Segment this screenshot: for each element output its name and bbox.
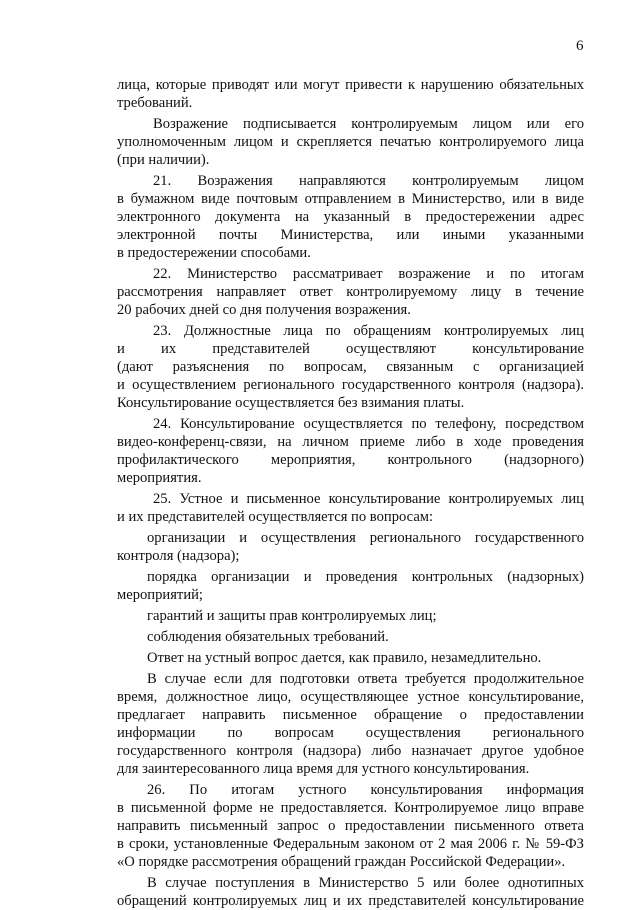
text-line: государственного контроля (надзора) либо назначает другое удобное bbox=[117, 743, 584, 759]
text-line: в предостережении способами. bbox=[117, 245, 311, 261]
text-line: информации по вопросам осуществления регионального bbox=[117, 725, 584, 741]
text-line: соблюдения обязательных требований. bbox=[147, 629, 389, 645]
text-line: (при наличии). bbox=[117, 152, 210, 168]
page-number: 6 bbox=[576, 38, 584, 54]
text-line: мероприятия. bbox=[117, 470, 202, 486]
text-line: Возражение подписывается контролируемым лицом или его bbox=[153, 116, 584, 132]
text-line: контроля (надзора); bbox=[117, 548, 240, 564]
text-line: в бумажном виде почтовым отправлением в Министерство, или в виде bbox=[117, 191, 584, 207]
text-line: в сроки, установленные Федеральным законом от 2 мая 2006 г. № 59-ФЗ bbox=[117, 836, 584, 852]
text-line: и их представителей осуществляется по вопросам: bbox=[117, 509, 434, 525]
text-line: «О порядке рассмотрения обращений граждан Российской Федерации». bbox=[117, 854, 566, 870]
text-line: 24. Консультирование осуществляется по телефону, посредством bbox=[153, 416, 584, 432]
text-line: 21. Возражения направляются контролируемым лицом bbox=[153, 173, 584, 189]
text-line: и осуществлением регионального государственного контроля (надзора). bbox=[117, 377, 584, 393]
text-line: организации и осуществления регионального государственного bbox=[147, 530, 584, 546]
text-line: направить письменный запрос о предоставлении письменного ответа bbox=[117, 818, 584, 834]
text-line: 25. Устное и письменное консультирование контролируемых лиц bbox=[153, 491, 584, 507]
text-line: 22. Министерство рассматривает возражение и по итогам bbox=[153, 266, 584, 282]
text-line: В случае поступления в Министерство 5 или более однотипных bbox=[147, 875, 584, 891]
text-line: (дают разъяснения по вопросам, связанным с организацией bbox=[117, 359, 584, 375]
text-line: порядка организации и проведения контрольных (надзорных) bbox=[147, 569, 584, 585]
text-line: время, должностное лицо, осуществляющее устное консультирование, bbox=[117, 689, 584, 705]
text-line: для заинтересованного лица время для устного консультирования. bbox=[117, 761, 530, 777]
text-line: видео-конференц-связи, на личном приеме либо в ходе проведения bbox=[117, 434, 584, 450]
text-line: требований. bbox=[117, 95, 193, 111]
text-line: Ответ на устный вопрос дается, как правило, незамедлительно. bbox=[147, 650, 542, 666]
text-line: 26. По итогам устного консультирования информация bbox=[147, 782, 584, 798]
text-line: в письменной форме не предоставляется. Контролируемое лицо вправе bbox=[117, 800, 584, 816]
text-line: Консультирование осуществляется без взимания платы. bbox=[117, 395, 465, 411]
document-body bbox=[117, 76, 584, 910]
text-line: лица, которые приводят или могут привести к нарушению обязательных bbox=[117, 77, 584, 93]
text-line: В случае если для подготовки ответа требуется продолжительное bbox=[147, 671, 584, 687]
text-line: электронной почты Министерства, или иными указанными bbox=[117, 227, 584, 243]
text-line: профилактического мероприятия, контрольного (надзорного) bbox=[117, 452, 584, 468]
text-line: мероприятий; bbox=[117, 587, 203, 603]
text-line: 20 рабочих дней со дня получения возражения. bbox=[117, 302, 411, 318]
text-line: предлагает направить письменное обращение о предоставлении bbox=[117, 707, 584, 723]
text-line: 23. Должностные лица по обращениям контролируемых лиц bbox=[153, 323, 584, 339]
text-line: электронного документа на указанный в предостережении адрес bbox=[117, 209, 584, 225]
text-line: и их представителей осуществляют консультирование bbox=[117, 341, 584, 357]
text-line: гарантий и защиты прав контролируемых лиц; bbox=[147, 608, 437, 624]
text-line: рассмотрения направляет ответ контролируемому лицу в течение bbox=[117, 284, 584, 300]
text-line: обращений контролируемых лиц и их представителей консультирование bbox=[117, 893, 584, 909]
text-line: уполномоченным лицом и скрепляется печатью контролируемого лица bbox=[117, 134, 584, 150]
